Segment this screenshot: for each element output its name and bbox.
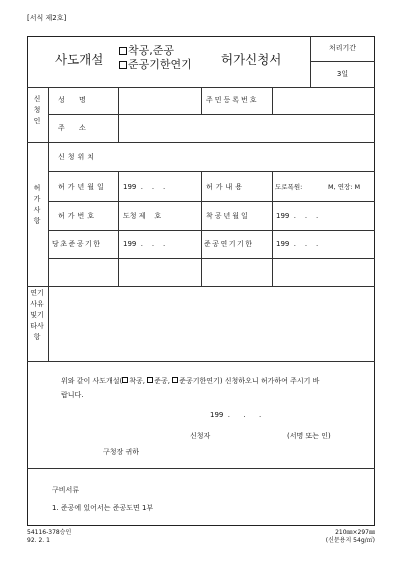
ext-deadline-value: 199 . . .: [276, 240, 319, 248]
footer-approval-code: 54116-378승인: [27, 529, 72, 536]
divider-reason-bottom: [27, 361, 375, 362]
section-label-permit: 허가사항: [33, 184, 41, 225]
permit-number-value: 도청 제 호: [123, 212, 162, 220]
name-label: 성 명: [58, 96, 92, 104]
required-documents-title: 구비서류: [52, 486, 80, 494]
start-date-label: 착공년월일: [206, 212, 250, 220]
id-number-label: 주민등록번호: [206, 96, 259, 104]
divider-row: [48, 171, 375, 172]
checkbox-icon: [122, 377, 128, 383]
divider-col: [272, 87, 273, 115]
content-label: 허가내용: [206, 183, 246, 191]
signature-note: (서명 또는 인): [287, 432, 331, 440]
divider-col: [201, 87, 202, 115]
checkbox-icon: [119, 47, 127, 55]
divider-processing-v: [310, 36, 311, 87]
divider-row: [48, 258, 375, 259]
divider-label-col: [118, 171, 119, 286]
footer-approval-date: 92. 2. 1: [27, 537, 50, 544]
footer-paper-size: 210㎜×297㎜: [335, 529, 375, 536]
title-suffix: 허가신청서: [221, 52, 282, 67]
permit-number-label: 허가번호: [58, 212, 98, 220]
orig-deadline-label: 당초준공기한: [52, 240, 102, 248]
location-label: 신청위치: [58, 153, 98, 161]
divider-col: [272, 171, 273, 286]
divider-row: [48, 201, 375, 202]
checkbox-icon: [172, 377, 178, 383]
divider-label-col: [118, 87, 119, 142]
divider-row: [48, 114, 375, 115]
divider-section-col: [48, 87, 49, 286]
processing-label: 처리기간: [328, 44, 357, 52]
divider-applicant-bottom: [27, 142, 375, 143]
issue-date-label: 허가년월일: [58, 183, 107, 191]
checkbox-icon: [119, 61, 127, 69]
address-label: 주 소: [58, 124, 92, 132]
title-option-deadline: 준공기한연기: [119, 59, 192, 70]
title-prefix: 사도개설: [55, 52, 104, 67]
addressee: 구청장 귀하: [103, 448, 140, 456]
divider-permit-bottom: [27, 286, 375, 287]
section-label-applicant: 신청인: [33, 95, 41, 125]
road-width-label: 도로폭원:: [275, 183, 303, 191]
divider-statement-bottom: [27, 468, 375, 469]
footer-paper-type: (신문용지 54g/㎡): [325, 537, 375, 544]
road-length-label: M, 연장: M: [328, 183, 361, 191]
issue-date-value: 199 . . .: [123, 183, 166, 191]
ext-deadline-label: 준공연기기한: [204, 240, 254, 248]
form-number: [서식 제2호]: [27, 14, 67, 22]
required-document-item: 1. 준공에 있어서는 준공도면 1부: [52, 504, 154, 512]
divider-col: [201, 171, 202, 286]
statement-date: 199 . . .: [210, 411, 262, 419]
section-label-reason: 연기사유및기타사항: [30, 289, 44, 341]
divider-row: [48, 230, 375, 231]
applicant-signature-label: 신청자: [190, 432, 211, 440]
divider-processing: [310, 61, 375, 62]
orig-deadline-value: 199 . . .: [123, 240, 166, 248]
processing-value: 3일: [336, 70, 349, 78]
statement-line1: 위와 같이 사도개설( 착공, 준공, 준공기한연기) 신청하오니 허가하여 주시기 바: [61, 377, 320, 385]
checkbox-icon: [147, 377, 153, 383]
start-date-value: 199 . . .: [276, 212, 319, 220]
statement-line2: 랍니다.: [61, 391, 84, 399]
divider-reason-col: [48, 286, 49, 361]
title-option-start: 착공,준공: [119, 45, 174, 56]
